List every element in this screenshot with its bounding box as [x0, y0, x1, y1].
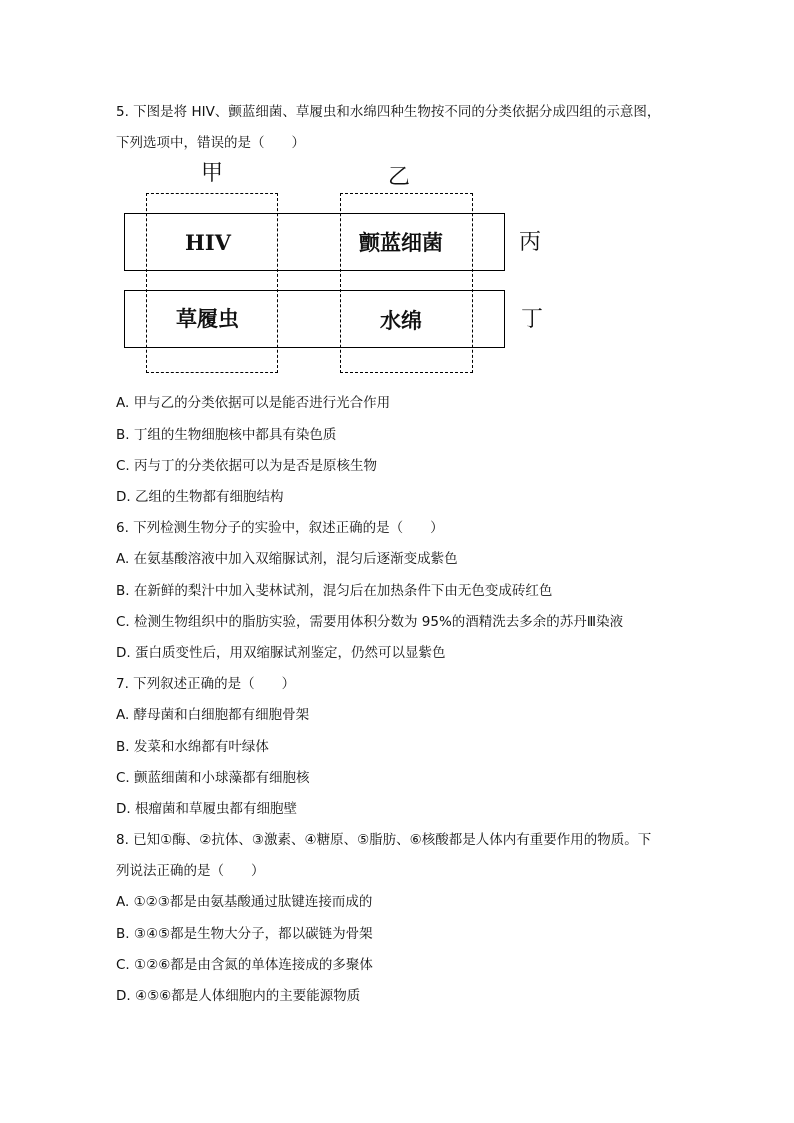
question-8-option-a: A. ①②③都是由氨基酸通过肽键连接而成的	[116, 894, 373, 910]
question-8-option-d: D. ④⑤⑥都是人体细胞内的主要能源物质	[116, 988, 361, 1004]
question-7-option-b: B. 发菜和水绵都有叶绿体	[116, 739, 269, 755]
question-5-option-b: B. 丁组的生物细胞核中都具有染色质	[116, 427, 337, 443]
question-8-option-c: C. ①②⑥都是由含氮的单体连接成的多聚体	[116, 957, 373, 973]
question-6-option-a: A. 在氨基酸溶液中加入双缩脲试剂，混匀后逐渐变成紫色	[116, 551, 458, 567]
col-label-jia: 甲	[201, 161, 224, 186]
question-5-stem-line-1: 5. 下图是将 HIV、颤蓝细菌、草履虫和水绵四种生物按不同的分类依据分成四组的示意图，	[116, 104, 661, 120]
question-6-option-c: C. 检测生物组织中的脂肪实验，需要用体积分数为 95%的酒精洗去多余的苏丹Ⅲ染液	[116, 614, 624, 630]
cell-hiv: HIV	[185, 230, 231, 255]
row-label-bing: 丙	[519, 230, 542, 255]
question-6-stem: 6. 下列检测生物分子的实验中，叙述正确的是（ ）	[116, 520, 444, 536]
question-7-stem: 7. 下列叙述正确的是（ ）	[116, 676, 296, 692]
question-5-stem-line-2: 下列选项中，错误的是（ ）	[116, 135, 305, 151]
cell-chanlan-xijun: 颤蓝细菌	[359, 230, 443, 255]
question-6-option-d: D. 蛋白质变性后，用双缩脲试剂鉴定，仍然可以显紫色	[116, 645, 446, 661]
question-8-stem-line-1: 8. 已知①酶、②抗体、③激素、④糖原、⑤脂肪、⑥核酸都是人体内有重要作用的物质。下	[116, 832, 652, 848]
cell-caolvchong: 草履虫	[176, 306, 239, 331]
question-6-option-b: B. 在新鲜的梨汁中加入斐林试剂，混匀后在加热条件下由无色变成砖红色	[116, 583, 553, 599]
col-box-yi	[340, 193, 473, 373]
question-5-option-a: A. 甲与乙的分类依据可以是能否进行光合作用	[116, 395, 391, 411]
question-5-option-c: C. 丙与丁的分类依据可以为是否是原核生物	[116, 458, 378, 474]
question-8-stem-line-2: 列说法正确的是（ ）	[116, 863, 265, 879]
cell-shuimian: 水绵	[380, 308, 422, 333]
question-5-option-d: D. 乙组的生物都有细胞结构	[116, 489, 284, 505]
question-8-option-b: B. ③④⑤都是生物大分子，都以碳链为骨架	[116, 926, 373, 942]
col-label-yi: 乙	[388, 165, 411, 190]
question-7-option-a: A. 酵母菌和白细胞都有细胞骨架	[116, 707, 310, 723]
question-7-option-c: C. 颤蓝细菌和小球藻都有细胞核	[116, 770, 310, 786]
row-label-ding: 丁	[521, 307, 544, 332]
question-7-option-d: D. 根瘤菌和草履虫都有细胞壁	[116, 801, 297, 817]
col-box-jia	[146, 193, 278, 373]
